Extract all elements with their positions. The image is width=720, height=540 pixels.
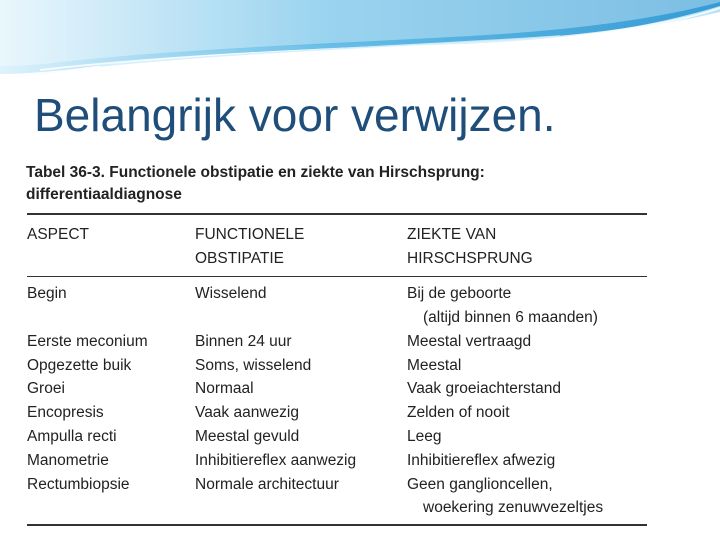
header-functional-line-2: OBSTIPATIE bbox=[195, 250, 284, 267]
header-wave-decoration bbox=[0, 0, 720, 100]
row-begin-functional: Wisselend bbox=[195, 285, 267, 302]
row-begin-aspect: Begin bbox=[27, 285, 67, 302]
header-functional-line-1: FUNCTIONELE bbox=[195, 226, 305, 243]
table-bottom-rule bbox=[27, 524, 647, 526]
row-growth-functional: Normaal bbox=[195, 380, 254, 397]
row-encopresis-hirschsprung: Zelden of nooit bbox=[407, 404, 510, 421]
row-growth-hirschsprung: Vaak groeiachterstand bbox=[407, 380, 561, 397]
row-manometry-hirschsprung: Inhibitiereflex afwezig bbox=[407, 452, 556, 469]
row-meconium-functional: Binnen 24 uur bbox=[195, 333, 292, 350]
row-abdomen-aspect: Opgezette buik bbox=[27, 357, 132, 374]
header-hirschsprung-line-1: ZIEKTE VAN bbox=[407, 226, 497, 243]
differential-diagnosis-table bbox=[18, 154, 678, 540]
table-caption-line-2: differentiaaldiagnose bbox=[26, 186, 182, 203]
row-biopsy-aspect: Rectumbiopsie bbox=[27, 476, 130, 493]
table-caption bbox=[26, 162, 666, 206]
header-aspect: ASPECT bbox=[27, 226, 90, 243]
row-ampulla-aspect: Ampulla recti bbox=[27, 428, 117, 445]
row-encopresis-aspect: Encopresis bbox=[27, 404, 104, 421]
row-biopsy-functional: Normale architectuur bbox=[195, 476, 339, 493]
row-ampulla-functional: Meestal gevuld bbox=[195, 428, 300, 445]
row-encopresis-functional: Vaak aanwezig bbox=[195, 404, 299, 421]
row-begin-hirschsprung: Bij de geboorte bbox=[407, 285, 512, 302]
row-ampulla-hirschsprung: Leeg bbox=[407, 428, 442, 445]
row-biopsy-hirschsprung: Geen ganglioncellen, bbox=[407, 476, 553, 493]
table-top-rule bbox=[27, 213, 647, 215]
row-meconium-aspect: Eerste meconium bbox=[27, 333, 148, 350]
row-manometry-functional: Inhibitiereflex aanwezig bbox=[195, 452, 357, 469]
table-header-rule bbox=[27, 276, 647, 277]
row-manometry-aspect: Manometrie bbox=[27, 452, 109, 469]
slide-title: Belangrijk voor verwijzen. bbox=[34, 89, 556, 141]
row-biopsy-hirschsprung-cont: woekering zenuwvezeltjes bbox=[423, 499, 604, 516]
row-abdomen-functional: Soms, wisselend bbox=[195, 357, 312, 374]
header-hirschsprung-line-2: HIRSCHSPRUNG bbox=[407, 250, 533, 267]
row-growth-aspect: Groei bbox=[27, 380, 65, 397]
table-caption-line-1: Tabel 36-3. Functionele obstipatie en ziekte van Hirschsprung: bbox=[26, 164, 485, 181]
row-meconium-hirschsprung: Meestal vertraagd bbox=[407, 333, 532, 350]
row-begin-hirschsprung-cont: (altijd binnen 6 maanden) bbox=[423, 309, 598, 326]
row-abdomen-hirschsprung: Meestal bbox=[407, 357, 462, 374]
